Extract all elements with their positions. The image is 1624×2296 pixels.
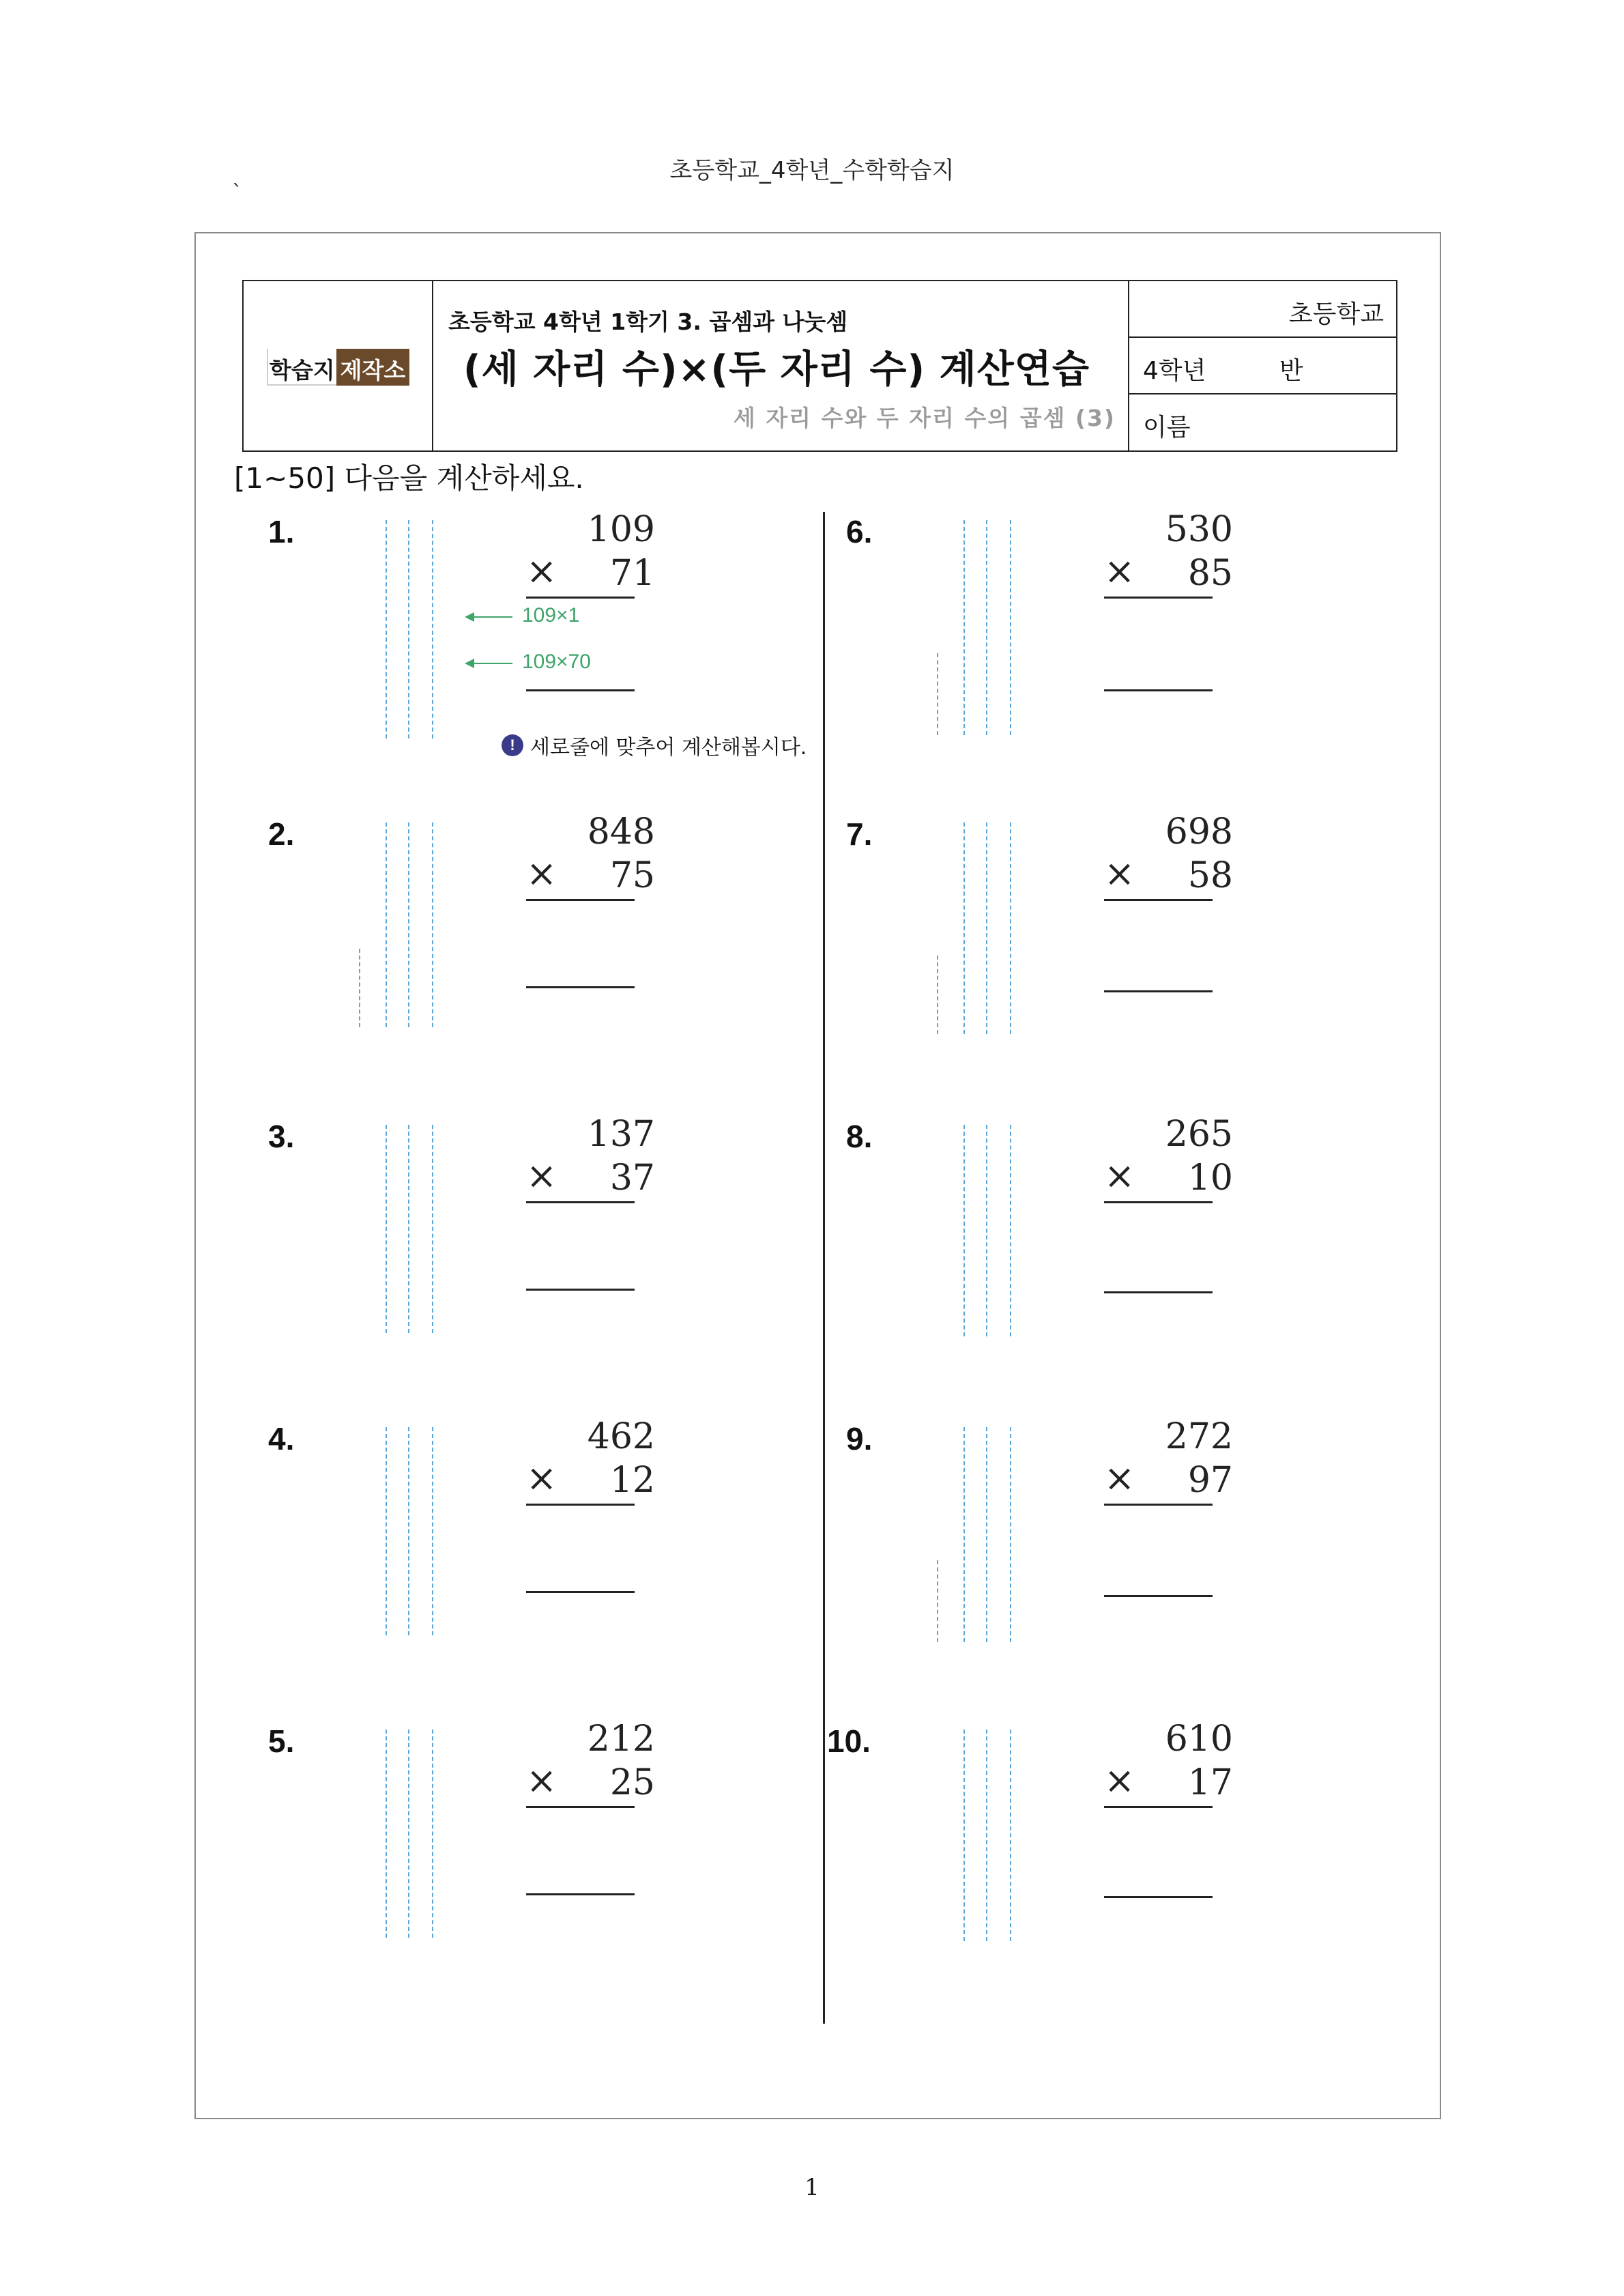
guide-line <box>986 1730 987 1941</box>
multiplier: 25 <box>609 1762 655 1803</box>
times-symbol: × <box>1104 852 1135 895</box>
guide-line <box>386 1730 387 1938</box>
guide-line <box>432 1427 433 1635</box>
page-header: 초등학교_4학년_수학학습지 <box>669 157 955 184</box>
problem-6 <box>846 509 1392 759</box>
problem-number: 6. <box>846 514 873 549</box>
multiplier: 58 <box>1187 855 1233 896</box>
class-label: 반 <box>1279 357 1303 385</box>
guide-line <box>432 520 433 738</box>
rule-line <box>526 1201 635 1203</box>
name-row <box>1129 394 1396 451</box>
info-icon: ! <box>502 734 523 756</box>
rule-line <box>526 899 635 901</box>
logo-text-part1: 학습지 <box>267 349 336 386</box>
guide-line <box>1010 1427 1011 1642</box>
arrow-line <box>473 616 512 618</box>
problem-3 <box>268 1114 814 1364</box>
problem-number: 2. <box>268 816 295 852</box>
problem-number: 9. <box>846 1421 873 1456</box>
multiplier: 85 <box>1187 553 1233 594</box>
guide-line <box>963 1427 965 1642</box>
problem-5 <box>268 1719 814 1968</box>
problem-8 <box>846 1114 1392 1364</box>
result-line <box>1104 1291 1213 1293</box>
hint-text: 세로줄에 맞추어 계산해봅시다. <box>530 736 807 760</box>
guide-line <box>986 1427 987 1642</box>
rule-line <box>1104 1806 1213 1808</box>
logo-text-part2: 제작소 <box>336 349 410 386</box>
guide-line <box>408 520 409 738</box>
unit-subtitle: 초등학교 4학년 1학기 3. 곱셈과 나눗셈 <box>448 308 848 335</box>
guide-line <box>963 822 965 1034</box>
problem-9 <box>846 1416 1392 1666</box>
school-row <box>1129 281 1396 338</box>
result-line <box>1104 1896 1213 1898</box>
multiplicand: 462 <box>587 1416 655 1457</box>
rule-line <box>1104 899 1213 901</box>
guide-line <box>359 949 360 1027</box>
guide-line <box>432 1125 433 1333</box>
problem-2 <box>268 812 814 1061</box>
problem-number: 10. <box>827 1723 871 1759</box>
instruction: [1~50] 다음을 계산하세요. <box>234 461 584 495</box>
problem-number: 7. <box>846 816 873 852</box>
multiplicand: 698 <box>1165 812 1233 852</box>
result-line <box>1104 689 1213 691</box>
multiplicand: 272 <box>1165 1416 1233 1457</box>
guide-line <box>386 1427 387 1635</box>
guide-line <box>937 1560 938 1642</box>
times-symbol: × <box>1104 1759 1135 1802</box>
guide-line <box>1010 520 1011 735</box>
problem-7 <box>846 812 1392 1061</box>
annotation-partial-2: 109×70 <box>522 650 591 673</box>
grade-label: 4학년 <box>1143 357 1206 385</box>
multiplicand: 212 <box>587 1719 655 1760</box>
name-label: 이름 <box>1143 414 1191 442</box>
school-label: 초등학교 <box>1288 300 1384 328</box>
guide-line <box>1010 1125 1011 1336</box>
rule-line <box>1104 597 1213 599</box>
problem-1 <box>268 509 814 759</box>
result-line <box>526 1893 635 1895</box>
guide-line <box>408 1427 409 1635</box>
result-line <box>526 1591 635 1593</box>
rule-line <box>1104 1504 1213 1506</box>
column-divider <box>823 512 825 2024</box>
worksheet-title: (세 자리 수)×(두 자리 수) 계산연습 <box>463 347 1090 392</box>
multiplier: 37 <box>609 1158 655 1199</box>
grade-row <box>1129 338 1396 394</box>
multiplier: 17 <box>1187 1762 1233 1803</box>
guide-line <box>986 822 987 1034</box>
guide-line <box>986 1125 987 1336</box>
problem-number: 8. <box>846 1119 873 1154</box>
problem-number: 5. <box>268 1723 295 1759</box>
result-line <box>1104 990 1213 992</box>
guide-line <box>986 520 987 735</box>
multiplicand: 109 <box>587 509 655 550</box>
multiplicand: 137 <box>587 1114 655 1155</box>
problem-4 <box>268 1416 814 1666</box>
multiplicand: 265 <box>1165 1114 1233 1155</box>
times-symbol: × <box>1104 549 1135 592</box>
arrow-line <box>473 663 512 664</box>
problem-number: 4. <box>268 1421 295 1456</box>
guide-line <box>963 1730 965 1941</box>
page-number: 1 <box>804 2174 820 2201</box>
result-line <box>526 689 635 691</box>
guide-line <box>1010 822 1011 1034</box>
guide-line <box>432 1730 433 1938</box>
guide-line <box>937 653 938 735</box>
rule-line <box>1104 1201 1213 1203</box>
logo-cell <box>244 281 433 450</box>
multiplicand: 848 <box>587 812 655 852</box>
problem-10 <box>827 1719 1392 1968</box>
multiplicand: 530 <box>1165 509 1233 550</box>
guide-line <box>386 520 387 738</box>
problem-number: 3. <box>268 1119 295 1154</box>
annotation-partial-1: 109×1 <box>522 604 580 627</box>
times-symbol: × <box>1104 1154 1135 1197</box>
guide-line <box>937 956 938 1034</box>
multiplicand: 610 <box>1165 1719 1233 1760</box>
multiplier: 71 <box>609 553 655 594</box>
times-symbol: × <box>526 1759 557 1802</box>
rule-line <box>526 1806 635 1808</box>
result-line <box>526 986 635 988</box>
rule-line <box>526 1504 635 1506</box>
result-line <box>1104 1595 1213 1597</box>
result-line <box>526 1289 635 1291</box>
multiplier: 97 <box>1187 1460 1233 1501</box>
logo <box>267 349 409 386</box>
title-box <box>242 280 1397 452</box>
times-symbol: × <box>526 852 557 895</box>
guide-line <box>963 1125 965 1336</box>
multiplier: 12 <box>609 1460 655 1501</box>
guide-line <box>386 822 387 1027</box>
guide-line <box>963 520 965 735</box>
times-symbol: × <box>526 1456 557 1499</box>
lesson-subtitle: 세 자리 수와 두 자리 수의 곱셈 (3) <box>733 405 1116 431</box>
guide-line <box>386 1125 387 1333</box>
multiplier: 10 <box>1187 1158 1233 1199</box>
guide-line <box>408 822 409 1027</box>
problem-number: 1. <box>268 514 295 549</box>
multiplier: 75 <box>609 855 655 896</box>
guide-line <box>408 1730 409 1938</box>
guide-line <box>408 1125 409 1333</box>
student-info <box>1129 281 1396 450</box>
guide-line <box>432 822 433 1027</box>
hint <box>502 730 807 760</box>
times-symbol: × <box>526 1154 557 1197</box>
guide-line <box>1010 1730 1011 1941</box>
times-symbol: × <box>526 549 557 592</box>
rule-line <box>526 597 635 599</box>
title-cell <box>433 281 1129 450</box>
times-symbol: × <box>1104 1456 1135 1499</box>
stray-mark: ` <box>232 181 242 205</box>
